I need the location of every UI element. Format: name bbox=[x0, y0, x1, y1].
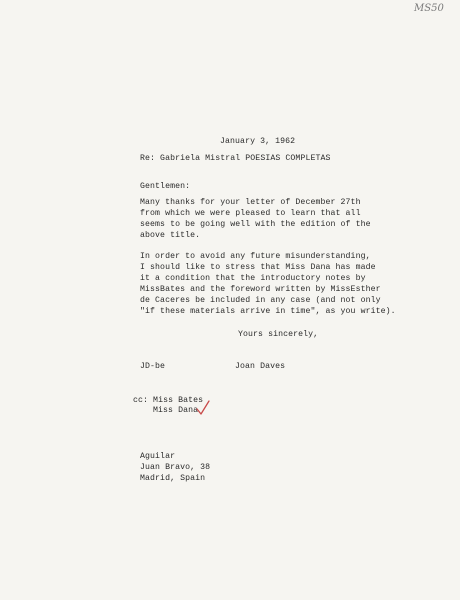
salutation: Gentlemen: bbox=[140, 182, 191, 191]
cc-line: cc: Miss Bates bbox=[133, 396, 204, 405]
address-line: Juan Bravo, 38 bbox=[140, 463, 211, 472]
paragraph-2-line: "if these materials arrive in time", as you write). bbox=[140, 307, 396, 316]
subject-line: Re: Gabriela Mistral POESIAS COMPLETAS bbox=[140, 154, 331, 163]
cc-second: Miss Dana bbox=[153, 406, 199, 415]
paragraph-2-line: MissBates and the foreword written by MissEsther bbox=[140, 285, 381, 294]
paragraph-2-line: it a condition that the introductory notes by bbox=[140, 274, 366, 283]
paragraph-1-line: above title. bbox=[140, 231, 201, 240]
letter-date: January 3, 1962 bbox=[220, 137, 296, 146]
archive-mark: MS50 bbox=[414, 3, 444, 14]
paragraph-1-line: seems to be going well with the edition of the bbox=[140, 220, 371, 229]
paragraph-2-line: In order to avoid any future misunderstanding, bbox=[140, 252, 371, 261]
address-line: Madrid, Spain bbox=[140, 474, 206, 483]
red-checkmark-icon bbox=[195, 399, 211, 417]
signature-name: Joan Daves bbox=[235, 362, 286, 371]
address-line: Aguilar bbox=[140, 452, 176, 461]
typist-initials: JD-be bbox=[140, 362, 166, 371]
paragraph-1-line: from which we were pleased to learn that all bbox=[140, 209, 361, 218]
paragraph-2-line: I should like to stress that Miss Dana has made bbox=[140, 263, 376, 272]
paragraph-1-line: Many thanks for your letter of December 27th bbox=[140, 198, 361, 207]
closing: Yours sincerely, bbox=[238, 330, 319, 339]
paragraph-2-line: de Caceres be included in any case (and not only bbox=[140, 296, 381, 305]
